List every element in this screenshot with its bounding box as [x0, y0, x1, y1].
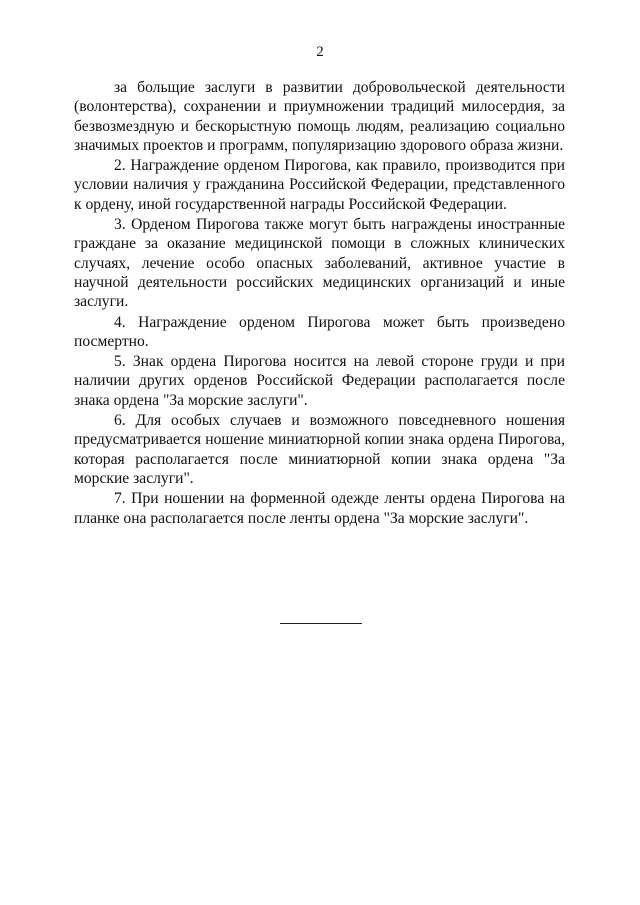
paragraph-item-2: 2. Награждение орденом Пирогова, как правило, производится при условии наличия у гражданина Российской Федерации, представленного к ордену, иной государственной награды Российской Федерации. [74, 157, 565, 213]
document-body [74, 78, 565, 529]
paragraph-continuation: за больщие заслуги в развитии добровольческой деятельности (волонтерства), сохранении и приумножении традиций милосердия, за безвозмездную и бескорыстную помощь людям, реализацию социально значимых проектов и программ, популяризацию здорового образа жизни. [74, 79, 565, 154]
paragraph-item-6: 6. Для особых случаев и возможного повседневного ношения предусматривается ношение миниатюрной копии знака ордена Пирогова, которая располагается после миниатюрной копии знака ордена "За морские заслуги". [74, 412, 565, 487]
paragraph-item-3: 3. Орденом Пирогова также могут быть награждены иностранные граждане за оказание медицинской помощи в сложных клинических случаях, лечение особо опасных заболеваний, активное участие в научной деятельности российских медицинских организаций и иные заслуги. [74, 216, 565, 311]
paragraph-item-5: 5. Знак ордена Пирогова носится на левой стороне груди и при наличии других орденов Российской Федерации располагается после знака ордена "За морские заслуги". [74, 353, 565, 409]
end-of-document-rule [280, 623, 362, 624]
paragraph-item-7: 7. При ношении на форменной одежде ленты ордена Пирогова на планке она располагается после ленты ордена "За морские заслуги". [74, 490, 565, 527]
paragraph-item-4: 4. Награждение орденом Пирогова может быть произведено посмертно. [74, 313, 565, 350]
page-number: 2 [316, 44, 324, 60]
